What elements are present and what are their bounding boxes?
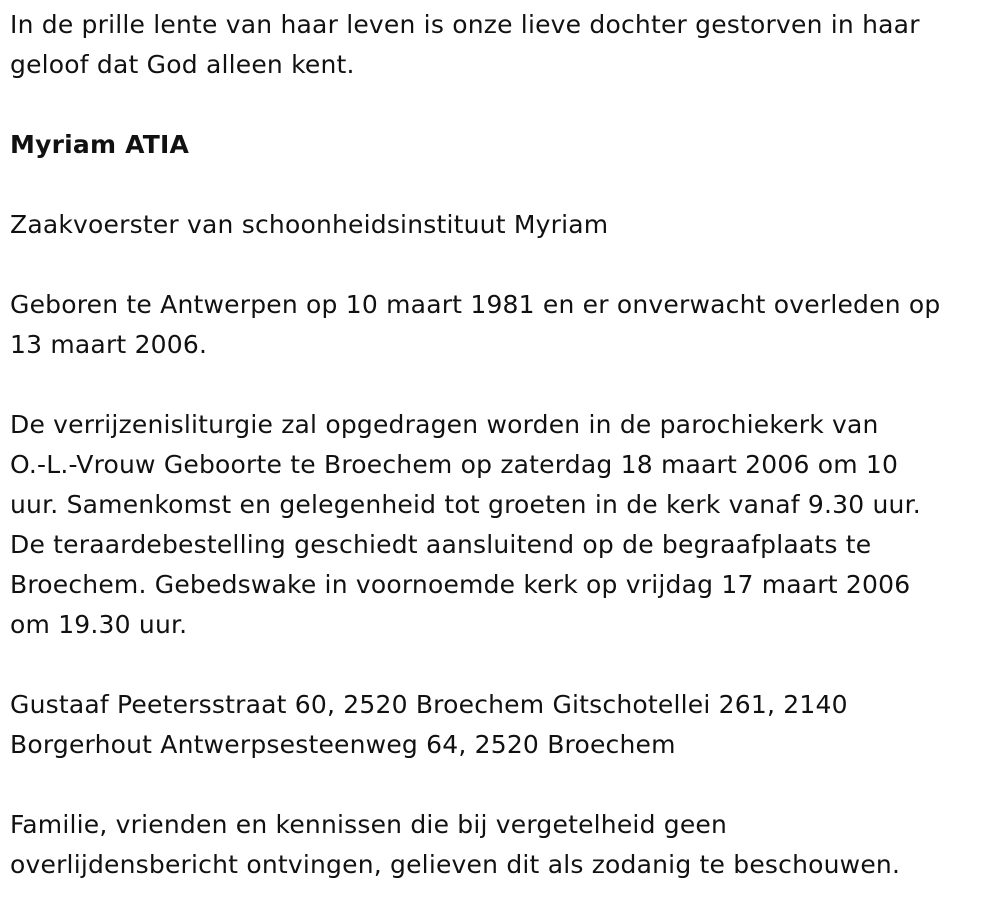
address-line: Borgerhout Antwerpsesteenweg 64, 2520 Broechem	[10, 730, 676, 759]
intro-paragraph	[10, 5, 995, 85]
ceremony-line: De teraardebestelling geschiedt aansluitend op de begraafplaats te	[10, 530, 872, 559]
ceremony-line: uur. Samenkomst en gelegenheid tot groeten in de kerk vanaf 9.30 uur.	[10, 490, 921, 519]
birth-death-paragraph	[10, 285, 995, 365]
address-line: Gustaaf Peetersstraat 60, 2520 Broechem Gitschotellei 261, 2140	[10, 690, 848, 719]
death-notice	[10, 5, 995, 885]
occupation-text: Zaakvoerster van schoonheidsinstituut Myriam	[10, 210, 609, 239]
intro-line: geloof dat God alleen kent.	[10, 50, 355, 79]
birth-death-line: Geboren te Antwerpen op 10 maart 1981 en er onverwacht overleden op	[10, 290, 941, 319]
closing-paragraph	[10, 805, 995, 885]
ceremony-line: Broechem. Gebedswake in voornoemde kerk op vrijdag 17 maart 2006	[10, 570, 911, 599]
ceremony-line: om 19.30 uur.	[10, 610, 188, 639]
ceremony-line: O.-L.-Vrouw Geboorte te Broechem op zaterdag 18 maart 2006 om 10	[10, 450, 899, 479]
birth-death-line: 13 maart 2006.	[10, 330, 208, 359]
deceased-name: Myriam ATIA	[10, 130, 190, 159]
addresses-paragraph	[10, 685, 995, 765]
ceremony-line: De verrijzenisliturgie zal opgedragen worden in de parochiekerk van	[10, 410, 879, 439]
intro-line: In de prille lente van haar leven is onze lieve dochter gestorven in haar	[10, 10, 920, 39]
ceremony-paragraph	[10, 405, 995, 645]
closing-line: Familie, vrienden en kennissen die bij vergetelheid geen	[10, 810, 728, 839]
closing-line: overlijdensbericht ontvingen, gelieven dit als zodanig te beschouwen.	[10, 850, 901, 879]
